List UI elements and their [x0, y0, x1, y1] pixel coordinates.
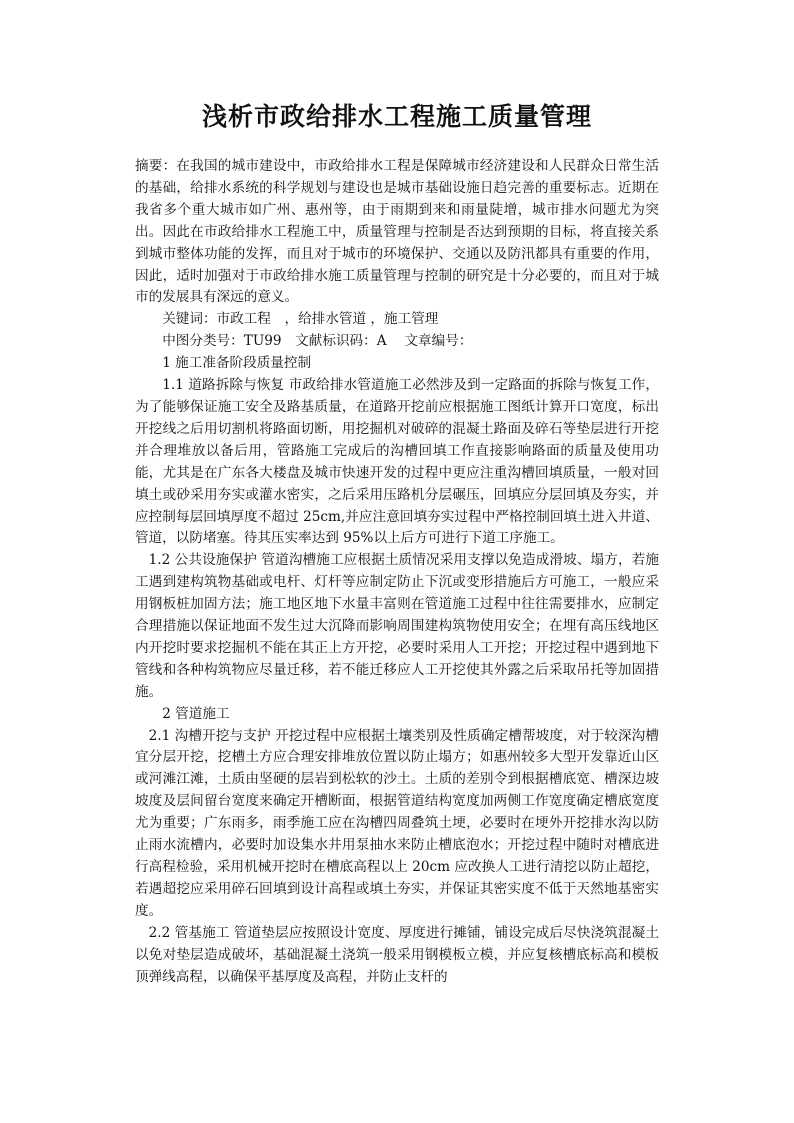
paragraph-1-1: 1.1 道路拆除与恢复 市政给排水管道施工必然涉及到一定路面的拆除与恢复工作，为了能够保证施工安全及路基质量，在道路开挖前应根据施工图纸计算开口宽度，标出开挖线之后用切割机将路面切断，用挖掘机对破碎的混凝土路面及碎石等垫层进行开挖并合理堆放以备后用，管路施工完成后的沟槽回填工作直接影响路面的质量及使用功能，尤其是在广东各大楼盘及城市快速开发的过程中更应注重沟槽回填质量，一般对回填土或砂采用夯实或灌水密实，之后采用压路机分层碾压，回填应分层回填及夯实，并应控制每层回填厚度不超过 25cm,并应注意回填夯实过程中严格控制回填土进入井道、管道，以防堵塞。待其压实率达到 95%以上后方可进行下道工序施工。 — [135, 377, 659, 547]
section-1-heading: 1 施工准备阶段质量控制 — [162, 355, 312, 372]
section-2-heading: 2 管道施工 — [162, 705, 230, 722]
keywords-line: 关键词：市政工程 ，给排水管道 ，施工管理 — [162, 311, 439, 328]
paragraph-2-1: 2.1 沟槽开挖与支护 开挖过程中应根据土壤类别及性质确定槽帮坡度，对于较深沟槽宜分层开挖，挖槽土方应合理安排堆放位置以防止塌方；如惠州较多大型开发靠近山区或河滩江滩，土质由坚硬的层岩到松软的沙土。土质的差别令到根据槽底宽、槽深边坡坡度及层间留台宽度来确定开槽断面，根据管道结构宽度加两侧工作宽度确定槽底宽度尤为重要；广东雨多，雨季施工应在沟槽四周叠筑土埂，必要时在埂外开挖排水沟以防止雨水流槽内，必要时加设集水井用泵抽水来防止槽底泡水；开挖过程中随时对槽底进行高程检验，采用机械开挖时在槽底高程以上 20cm 应改换人工进行清挖以防止超挖，若遇超挖应采用碎石回填到设计高程或填土夯实，并保证其密实度不低于天然地基密实度。 — [135, 727, 659, 919]
classification-line: 中图分类号：TU99 文献标识码：A 文章编号： — [162, 333, 473, 350]
paragraph-2-2: 2.2 管基施工 管道垫层应按照设计宽度、厚度进行摊铺，铺设完成后尽快浇筑混凝土以免对垫层造成破坏，基础混凝土浇筑一般采用钢模板立模，并应复核槽底标高和模板顶弹线高程，以确保平基厚度及高程，并防止支杆的 — [135, 924, 659, 985]
abstract-paragraph: 摘要：在我国的城市建设中，市政给排水工程是保障城市经济建设和人民群众日常生活的基础，给排水系统的科学规划与建设也是城市基础设施日趋完善的重要标志。近期在我省多个重大城市如广州、惠州等，由于雨期到来和雨量陡增，城市排水问题尤为突出。因此在市政给排水工程施工中，质量管理与控制是否达到预期的目标，将直接关系到城市整体功能的发挥，而且对于城市的环境保护、交通以及防汛都具有重要的作用，因此，适时加强对于市政给排水施工质量管理与控制的研究是十分必要的，而且对于城市的发展具有深远的意义。 — [135, 158, 659, 306]
document-title: 浅析市政给排水工程施工质量管理 — [201, 102, 592, 131]
paragraph-1-2: 1.2 公共设施保护 管道沟槽施工应根据土质情况采用支撑以免造成滑坡、塌方，若施工遇到建构筑物基础或电杆、灯杆等应制定防止下沉或变形措施后方可施工，一般应采用钢板桩加固方法；施工地区地下水量丰富则在管道施工过程中往往需要排水，应制定合理措施以保证地面不发生过大沉降而影响周围建构筑物使用安全；在埋有高压线地区内开挖时要求挖掘机不能在其正上方开挖，必要时采用人工开挖；开挖过程中遇到地下管线和各种构筑物应尽量迁移，若不能迁移应人工开挖使其外露之后采取吊托等加固措施。 — [135, 552, 659, 700]
document-page — [135, 100, 659, 988]
